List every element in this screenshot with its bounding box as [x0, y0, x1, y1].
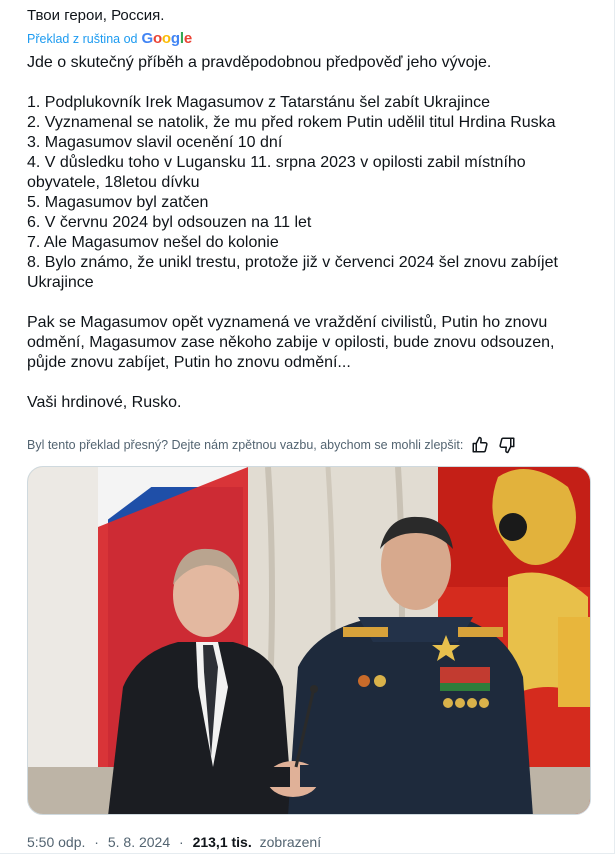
tweet-line: odmění, Magasumov zase někoho zabije v opilosti, bude znovu odsouzen, [27, 334, 555, 351]
translation-feedback [27, 434, 587, 456]
post-date[interactable]: 5. 8. 2024 [107, 834, 171, 850]
meta-separator: · [94, 834, 99, 850]
tweet-line: 8. Bylo známo, že unikl trestu, protože již v červenci 2024 šel znovu zabíjet [27, 254, 558, 271]
tweet-line: Vaši hrdinové, Rusko. [27, 394, 182, 411]
post-photo[interactable] [27, 466, 591, 815]
thumbs-down-icon[interactable] [497, 435, 517, 455]
post-time[interactable]: 5:50 odp. [27, 834, 86, 850]
tweet-line: 4. V důsledku toho v Lugansku 11. srpna 2023 v opilosti zabil místního [27, 154, 526, 171]
translated-from-label: Překlad z ruština od [27, 32, 138, 46]
tweet-line: 5. Magasumov byl zatčen [27, 194, 209, 211]
photo-illustration [28, 467, 591, 815]
tweet-line: 7. Ale Magasumov nešel do kolonie [27, 234, 279, 251]
tweet-line: 6. V červnu 2024 byl odsouzen na 11 let [27, 214, 312, 231]
views-label: zobrazení [259, 834, 322, 850]
tweet-line: 1. Podplukovník Irek Magasumov z Tatarstánu šel zabít Ukrajince [27, 94, 491, 111]
blank-line [27, 373, 602, 393]
meta-separator-2: · [179, 834, 184, 850]
tweet-text [27, 53, 602, 413]
post-metadata [27, 833, 321, 851]
translation-attribution[interactable] [27, 31, 192, 47]
thumbs-up-icon[interactable] [470, 435, 490, 455]
original-text: Твои герои, Россия. [27, 7, 165, 24]
blank-line [27, 293, 602, 313]
views-count: 213,1 tis. [192, 834, 252, 850]
tweet-line: půjde znovu zabíjet, Putin ho znovu odmění... [27, 354, 351, 371]
tweet-line: 3. Magasumov slavil ocenění 10 dní [27, 134, 283, 151]
tweet-line: obyvatele, 18letou dívku [27, 174, 200, 191]
tweet-line: Ukrajince [27, 274, 94, 291]
feedback-prompt: Byl tento překlad přesný? Dejte nám zpětnou vazbu, abychom se mohli zlepšit: [27, 438, 464, 452]
blank-line [27, 73, 602, 93]
tweet-line: 2. Vyznamenal se natolik, že mu před rokem Putin udělil titul Hrdina Ruska [27, 114, 556, 131]
tweet-line: Jde o skutečný příběh a pravděpodobnou předpověď jeho vývoje. [27, 54, 492, 71]
google-logo: Google [141, 30, 192, 47]
tweet-line: Pak se Magasumov opět vyznamená ve vraždění civilistů, Putin ho znovu [27, 314, 548, 331]
